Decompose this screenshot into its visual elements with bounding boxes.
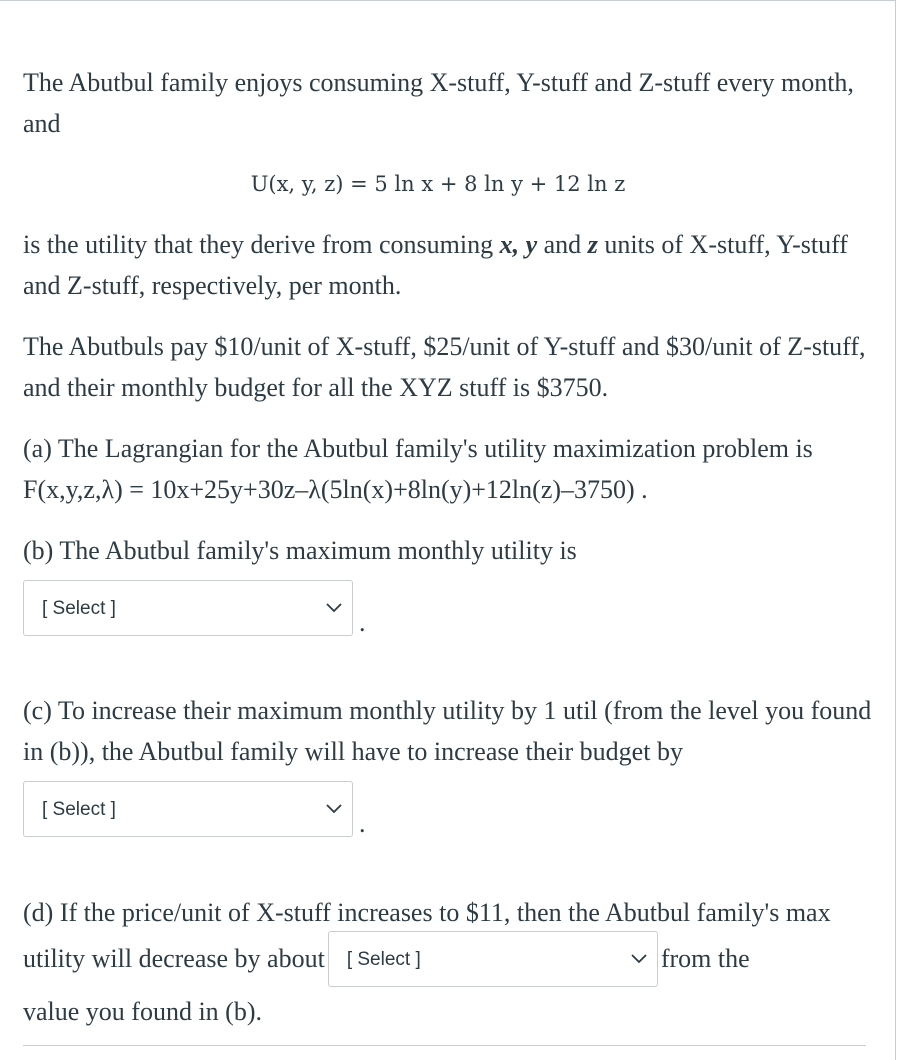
part-a-text: (a) The Lagrangian for the Abutbul family's utility maximization problem is F(x,y,z,λ) = 10x+25y+30z–λ(5ln(x)+8ln(y)+12ln(z)–3750) .: [23, 434, 813, 504]
utility-desc-a: is the utility that they derive from consuming: [23, 230, 494, 259]
period: .: [359, 608, 366, 637]
part-c-answer-row: [23, 781, 873, 837]
part-c-select[interactable]: [23, 781, 353, 837]
part-d-select-value: [ Select ]: [346, 949, 421, 970]
word-and: and: [543, 230, 582, 259]
chevron-down-icon: [326, 603, 342, 613]
part-b-select[interactable]: [23, 580, 353, 636]
part-c-text: (c) To increase their maximum monthly utility by 1 util (from the level you found in (b)), the Abutbul family will have to increase their budget by: [23, 696, 872, 766]
part-d-before: (d) If the price/unit of X-stuff increases to $11, then the Abutbul family's max utility will decrease by about: [23, 898, 831, 973]
part-b-text: (b) The Abutbul family's maximum monthly utility is: [23, 536, 577, 565]
prices-text: The Abutbuls pay $10/unit of X-stuff, $25/unit of Y-stuff and $30/unit of Z-stuff, and their monthly budget for all the XYZ stuff is $3750.: [23, 332, 866, 402]
divider: [23, 1045, 866, 1046]
part-d-after: from the: [660, 943, 750, 973]
utility-desc-b: units of X-stuff, Y-stuff and Z-stuff, respectively, per month.: [23, 230, 848, 300]
part-d-select[interactable]: [328, 931, 658, 987]
part-b-answer-row: [23, 580, 873, 636]
period: .: [359, 809, 366, 838]
part-c-select-value: [ Select ]: [42, 799, 116, 820]
var-xy: x, y: [499, 230, 538, 259]
chevron-down-icon: [631, 954, 647, 964]
part-d-text: [23, 892, 873, 989]
var-z: z: [587, 230, 598, 259]
part-b-select-value: [ Select ]: [42, 598, 116, 619]
intro-text: The Abutbul family enjoys consuming X-stuff, Y-stuff and Z-stuff every month, and: [23, 68, 854, 138]
utility-description: [23, 224, 873, 306]
part-d-end: value you found in (b).: [23, 997, 263, 1026]
utility-formula: U(x, y, z) = 5 ln x + 8 ln y + 12 ln z: [250, 172, 626, 196]
question-content: [23, 62, 873, 1032]
chevron-down-icon: [326, 804, 342, 814]
